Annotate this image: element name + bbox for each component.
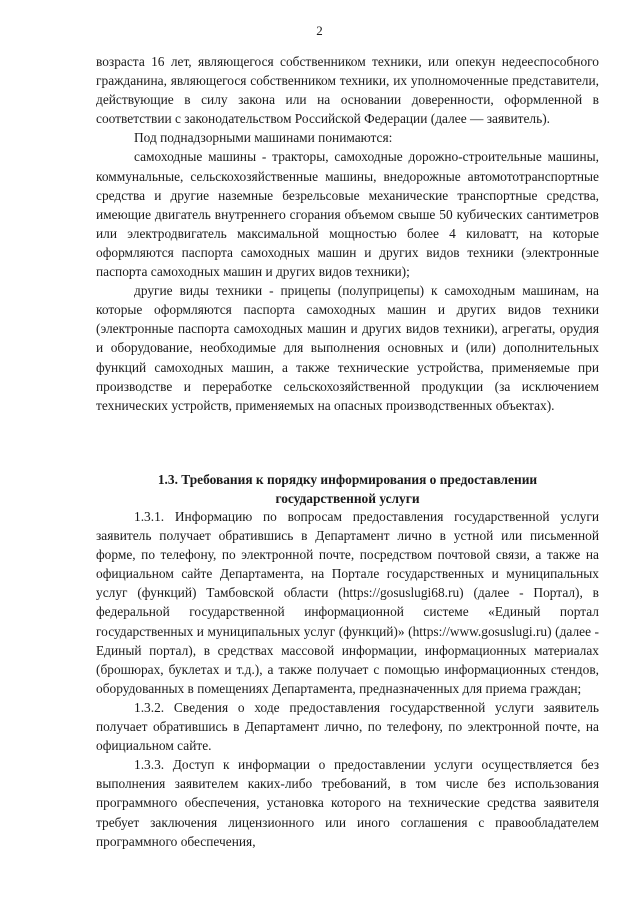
top-paragraph: возраста 16 лет, являющегося собственником техники, или опекун недееспособного гражданина, являющегося собственником техники, их уполномоченные представители, действующие в силу закона или на основании доверенности, оформленной в соответствии с законодательством Российской Федерации (далее — заявитель).	[96, 54, 599, 127]
section-heading-line2: государственной услуги	[275, 491, 420, 506]
self-propelled-definition: самоходные машины - тракторы, самоходные дорожно-строительные машины, коммунальные, сельскохозяйственные машины, внедорожные автомототранспортные средства и другие наземные безрельсовые механические транспортные средства, имеющие двигатель внутреннего сгорания объемом свыше 50 кубических сантиметров или электродвигатель максимальной мощностью более 4 киловатт, на которые оформляются паспорта самоходных машин и других видов техники (электронные паспорта самоходных машин и других видов техники);	[96, 149, 599, 280]
paragraph-1-3-1: 1.3.1. Информацию по вопросам предоставления государственной услуги заявитель получает обратившись в Департамент лично в устной или письменной форме, по телефону, по электронной почте, посредством почтовой связи, а также на официальном сайте Департамента, на Портале государственных и муниципальных услуг (функций) Тамбовской области (https://gosuslugi68.ru) (далее - Портал), в федеральной государственной информационной системе «Единый портал государственных и муниципальных услуг (функций)» (https://www.gosuslugi.ru) (далее - Единый портал), в средствах массовой информации, информационных материалах (брошюрах, буклетах и т.д.), а также получает с помощью информационных стендов, оборудованных в помещениях Департамента, предназначенных для приема граждан;	[96, 509, 599, 696]
paragraph-1-3-3: 1.3.3. Доступ к информации о предоставлении услуги осуществляется без выполнения заявителем каких-либо требований, в том числе без использования программного обеспечения, установка которого на технические средства заявителя требует заключения лицензионного или иного соглашения с правообладателем программного обеспечения,	[96, 757, 599, 849]
section-heading	[96, 470, 599, 508]
page-number: 2	[316, 23, 323, 38]
section-heading-line1: 1.3. Требования к порядку информирования о предоставлении	[157, 472, 538, 487]
other-types-definition: другие виды техники - прицепы (полуприцепы) к самоходным машинам, на которые оформляются паспорта самоходных машин и других видов техники (электронные паспорта самоходных машин и других видов техники), агрегаты, орудия и оборудование, необходимые для выполнения основных и (или) дополнительных функций самоходных машин, а также технические устройства, применяемые при производстве и переработке сельскохозяйственной продукции (за исключением технических устройств, применяемых на опасных производственных объектах).	[96, 283, 599, 413]
supervised-intro: Под поднадзорными машинами понимаются:	[134, 130, 393, 146]
body-top	[96, 52, 599, 415]
paragraph-1-3-2: 1.3.2. Сведения о ходе предоставления государственной услуги заявитель получает обратившись в Департамент лично, по телефону, по электронной почте, на официальном сайте.	[96, 699, 599, 754]
body-bottom	[96, 507, 599, 851]
